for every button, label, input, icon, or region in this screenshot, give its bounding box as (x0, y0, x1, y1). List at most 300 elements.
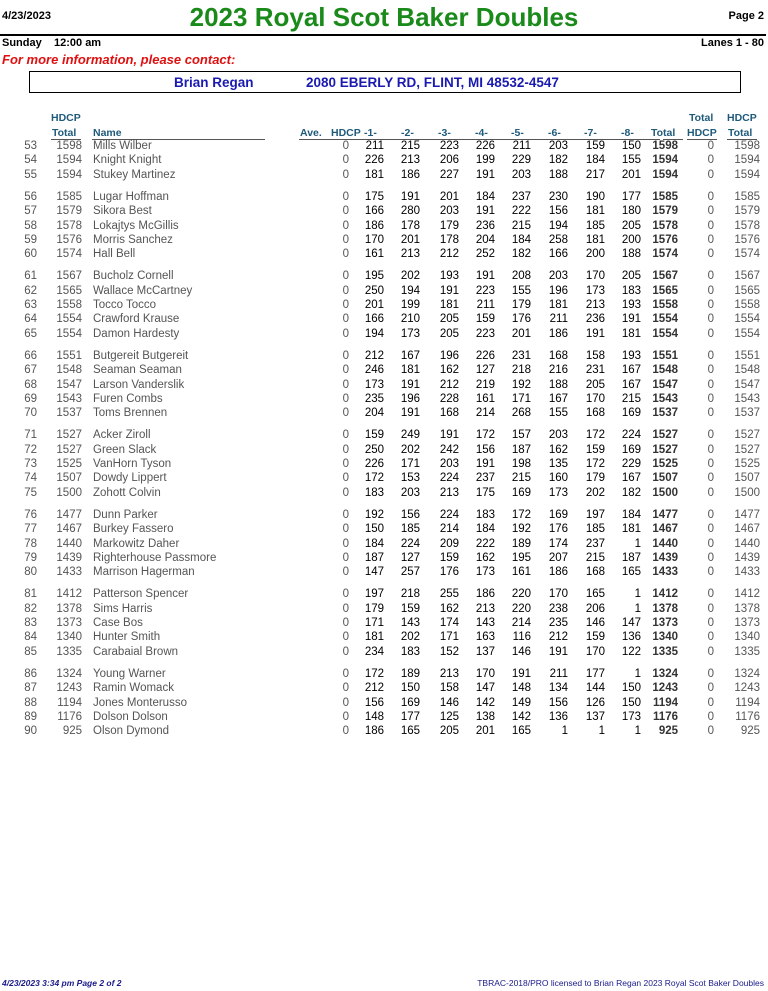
row-grand-total: 1373 (734, 617, 760, 629)
row-hdcp: 0 (342, 667, 349, 680)
row-rank: 61 (24, 270, 37, 283)
row-grand-total: 1467 (734, 523, 760, 536)
table-row (0, 588, 768, 602)
row-game-7: 144 (585, 682, 605, 695)
row-game-6: 170 (548, 588, 568, 601)
row-name: Dowdy Lippert (93, 472, 167, 485)
row-game-8: 150 (621, 682, 641, 695)
row-game-3: 171 (439, 631, 459, 644)
row-game-3: 224 (439, 472, 459, 485)
row-game-4: 137 (475, 645, 495, 658)
row-scratch-total: 1439 (652, 551, 678, 564)
row-game-3: 191 (439, 429, 459, 442)
row-hdcp-total: 1576 (56, 233, 82, 246)
row-scratch-total: 1412 (652, 588, 678, 601)
row-hdcp: 0 (342, 551, 349, 564)
row-name: Patterson Spencer (93, 588, 189, 601)
row-game-5: 214 (511, 617, 531, 629)
row-game-5: 157 (511, 429, 531, 442)
row-scratch-total: 1565 (652, 284, 678, 297)
table-row (0, 140, 768, 154)
row-rank: 80 (24, 566, 37, 579)
row-hdcp-total: 1554 (56, 313, 82, 326)
row-scratch-total: 1554 (652, 313, 678, 326)
row-name: Sikora Best (93, 205, 152, 218)
row-game-1: 175 (364, 190, 384, 203)
row-scratch-total: 1373 (652, 617, 678, 629)
row-game-8: 215 (621, 392, 641, 405)
row-total-hdcp: 0 (707, 299, 714, 311)
row-game-5: 149 (511, 696, 531, 709)
row-game-1: 161 (364, 248, 384, 261)
row-game-5: 222 (511, 205, 531, 218)
row-rank: 77 (24, 523, 37, 536)
table-row (0, 270, 768, 284)
row-game-6: 156 (548, 205, 568, 218)
row-hdcp-total: 1440 (56, 537, 82, 550)
table-row (0, 379, 768, 393)
row-total-hdcp: 0 (707, 248, 714, 261)
row-game-2: 189 (400, 667, 420, 680)
row-scratch-total: 1433 (652, 566, 678, 579)
col-average: Ave. (300, 127, 322, 139)
row-hdcp-total: 1373 (56, 617, 82, 629)
row-hdcp: 0 (342, 364, 349, 377)
row-game-8: 181 (621, 523, 641, 536)
row-game-7: 177 (585, 667, 605, 680)
row-game-5: 184 (511, 233, 531, 246)
row-hdcp: 0 (342, 233, 349, 246)
row-game-1: 181 (364, 631, 384, 644)
row-name: Crawford Krause (93, 313, 180, 326)
row-game-7: 168 (585, 407, 605, 420)
row-total-hdcp: 0 (707, 349, 714, 362)
row-game-2: 150 (400, 682, 420, 695)
table-row (0, 169, 768, 183)
row-game-8: 224 (621, 429, 641, 442)
row-hdcp-total: 1378 (56, 602, 82, 615)
row-scratch-total: 1594 (652, 154, 678, 167)
row-game-7: 137 (585, 710, 605, 723)
row-hdcp-total: 1500 (56, 486, 82, 499)
row-game-2: 173 (400, 327, 420, 340)
row-hdcp: 0 (342, 168, 349, 181)
row-rank: 57 (24, 205, 37, 218)
row-game-8: 122 (621, 645, 641, 658)
row-game-6: 176 (548, 523, 568, 536)
row-grand-total: 1567 (734, 270, 760, 283)
table-row (0, 248, 768, 262)
row-total-hdcp: 0 (707, 508, 714, 521)
row-game-1: 166 (364, 313, 384, 326)
row-game-5: 161 (511, 566, 531, 579)
row-scratch-total: 1335 (652, 645, 678, 658)
row-grand-total: 1585 (734, 190, 760, 203)
row-game-2: 218 (400, 588, 420, 601)
row-game-4: 163 (475, 631, 495, 644)
row-total-hdcp: 0 (707, 429, 714, 442)
row-game-3: 174 (439, 617, 459, 629)
row-game-5: 189 (511, 537, 531, 550)
row-game-8: 169 (621, 443, 641, 456)
row-grand-total: 1440 (734, 537, 760, 550)
row-game-4: 156 (475, 443, 495, 456)
row-game-4: 223 (475, 327, 495, 340)
row-game-5: 237 (511, 190, 531, 203)
row-game-8: 193 (621, 299, 641, 311)
row-game-1: 194 (364, 327, 384, 340)
table-row (0, 429, 768, 443)
row-grand-total: 1594 (734, 154, 760, 167)
table-row (0, 220, 768, 234)
row-grand-total: 1335 (734, 645, 760, 658)
col-hdcp: HDCP (331, 127, 361, 139)
row-game-2: 199 (400, 299, 420, 311)
table-row (0, 682, 768, 696)
row-scratch-total: 1558 (652, 299, 678, 311)
row-name: Olson Dymond (93, 725, 170, 738)
row-rank: 73 (24, 458, 37, 470)
row-grand-total: 1176 (735, 710, 760, 723)
row-game-7: 202 (585, 486, 605, 499)
row-rank: 56 (24, 190, 37, 203)
table-row (0, 364, 768, 378)
row-game-1: 234 (364, 645, 384, 658)
col-total: Total (52, 127, 77, 139)
row-game-5: 165 (511, 725, 531, 738)
row-rank: 54 (24, 154, 37, 167)
col-game-7: -7- (584, 127, 597, 139)
row-game-6: 212 (548, 631, 568, 644)
row-game-1: 211 (365, 140, 384, 152)
table-row (0, 646, 768, 660)
row-hdcp-total: 1477 (56, 508, 82, 521)
row-hdcp: 0 (342, 392, 349, 405)
row-game-8: 193 (621, 349, 641, 362)
row-name: Furen Combs (93, 392, 163, 405)
row-game-5: 192 (511, 378, 531, 391)
row-hdcp-total: 1340 (56, 631, 82, 644)
row-game-3: 158 (439, 682, 459, 695)
row-hdcp: 0 (342, 205, 349, 218)
row-game-4: 191 (475, 205, 495, 218)
row-game-6: 203 (548, 140, 568, 152)
row-game-1: 250 (364, 284, 384, 297)
col-name: Name (93, 127, 122, 139)
row-game-4: 183 (475, 508, 495, 521)
row-game-1: 201 (364, 299, 384, 311)
row-game-7: 236 (585, 313, 605, 326)
row-game-7: 158 (585, 349, 605, 362)
row-total-hdcp: 0 (707, 602, 714, 615)
row-hdcp-total: 1433 (56, 566, 82, 579)
row-hdcp: 0 (342, 429, 349, 442)
row-game-2: 177 (400, 710, 420, 723)
row-game-3: 209 (439, 537, 459, 550)
row-grand-total: 1507 (734, 472, 760, 485)
row-game-8: 201 (621, 168, 641, 181)
row-game-7: 159 (585, 631, 605, 644)
row-scratch-total: 1551 (652, 349, 678, 362)
row-name: Burkey Fassero (93, 523, 174, 536)
contact-name: Brian Regan (174, 75, 254, 90)
row-grand-total: 1558 (734, 299, 760, 311)
row-hdcp-total: 1412 (56, 588, 82, 601)
row-game-7: 217 (585, 168, 605, 181)
row-game-8: 188 (621, 248, 641, 261)
row-game-6: 166 (548, 248, 568, 261)
row-game-4: 213 (475, 602, 495, 615)
row-game-8: 1 (634, 725, 641, 738)
col-hdcp-top: HDCP (51, 112, 81, 124)
row-game-1: 147 (364, 566, 384, 579)
row-game-8: 177 (621, 190, 641, 203)
row-rank: 84 (24, 631, 37, 644)
col-game-6: -6- (548, 127, 561, 139)
row-hdcp: 0 (342, 299, 349, 311)
row-rank: 69 (24, 392, 37, 405)
row-hdcp: 0 (342, 284, 349, 297)
row-game-3: 206 (439, 154, 459, 167)
row-name: Wallace McCartney (93, 284, 193, 297)
row-rank: 70 (24, 407, 37, 420)
row-game-2: 153 (400, 472, 420, 485)
row-total-hdcp: 0 (707, 378, 714, 391)
row-name: Zohott Colvin (93, 486, 161, 499)
row-scratch-total: 1243 (652, 682, 678, 695)
row-game-6: 191 (548, 645, 568, 658)
row-total-hdcp: 0 (707, 710, 714, 723)
row-hdcp: 0 (342, 682, 349, 695)
row-name: Carabaial Brown (93, 645, 179, 658)
row-game-5: 215 (511, 472, 531, 485)
row-game-2: 224 (400, 537, 420, 550)
row-game-6: 186 (548, 327, 568, 340)
row-rank: 88 (24, 696, 37, 709)
row-game-2: 156 (400, 508, 420, 521)
row-game-3: 255 (439, 588, 459, 601)
table-row (0, 191, 768, 205)
row-total-hdcp: 0 (707, 566, 714, 579)
row-game-8: 173 (621, 710, 641, 723)
event-time: 12:00 am (54, 37, 102, 49)
row-game-2: 210 (400, 313, 420, 326)
row-scratch-total: 1527 (652, 443, 678, 456)
row-hdcp: 0 (342, 349, 349, 362)
row-game-5: 172 (511, 508, 531, 521)
row-game-5: 155 (511, 284, 531, 297)
row-total-hdcp: 0 (707, 523, 714, 536)
row-name: Toms Brennen (93, 407, 168, 420)
row-hdcp: 0 (342, 523, 349, 536)
row-game-3: 205 (439, 313, 459, 326)
row-hdcp: 0 (342, 602, 349, 615)
row-game-7: 159 (585, 443, 605, 456)
row-scratch-total: 1467 (652, 523, 678, 536)
row-game-7: 172 (585, 429, 605, 442)
row-scratch-total: 1574 (652, 248, 678, 261)
row-grand-total: 1477 (734, 508, 760, 521)
row-hdcp-total: 1585 (56, 190, 82, 203)
row-rank: 66 (24, 349, 37, 362)
row-game-8: 187 (621, 551, 641, 564)
row-rank: 65 (24, 327, 37, 340)
row-game-6: 188 (548, 168, 568, 181)
row-game-1: 197 (364, 588, 384, 601)
row-game-6: 173 (548, 486, 568, 499)
row-game-5: 203 (511, 168, 531, 181)
row-name: Case Bos (93, 617, 143, 629)
row-total-hdcp: 0 (707, 233, 714, 246)
row-scratch-total: 1537 (652, 407, 678, 420)
row-hdcp: 0 (342, 248, 349, 261)
row-game-6: 188 (548, 378, 568, 391)
row-hdcp-total: 1548 (56, 364, 82, 377)
row-game-5: 208 (511, 270, 531, 283)
row-grand-total: 1574 (734, 248, 760, 261)
row-game-1: 172 (364, 472, 384, 485)
row-hdcp: 0 (342, 725, 349, 738)
row-rank: 58 (24, 219, 37, 232)
row-hdcp-total: 1525 (56, 458, 82, 470)
row-game-6: 135 (548, 458, 568, 470)
event-day: Sunday (2, 37, 42, 49)
row-game-2: 159 (400, 602, 420, 615)
row-game-5: 268 (511, 407, 531, 420)
row-game-5: 231 (511, 349, 531, 362)
row-game-4: 184 (475, 190, 495, 203)
row-game-2: 171 (400, 458, 420, 470)
row-game-1: 184 (364, 537, 384, 550)
row-game-4: 226 (475, 140, 495, 152)
row-grand-total: 1433 (734, 566, 760, 579)
row-scratch-total: 1507 (652, 472, 678, 485)
row-game-5: 176 (511, 313, 531, 326)
contact-address: 2080 EBERLY RD, FLINT, MI 48532-4547 (306, 75, 559, 90)
row-scratch-total: 1594 (652, 168, 678, 181)
row-game-8: 191 (621, 313, 641, 326)
row-game-1: 171 (364, 617, 384, 629)
row-game-6: 203 (548, 429, 568, 442)
row-game-3: 146 (439, 696, 459, 709)
row-hdcp: 0 (342, 458, 349, 470)
row-game-4: 204 (475, 233, 495, 246)
col-game-3: -3- (438, 127, 451, 139)
header-rule (0, 34, 766, 36)
row-scratch-total: 1176 (653, 710, 678, 723)
row-total-hdcp: 0 (707, 486, 714, 499)
row-game-8: 167 (621, 472, 641, 485)
row-game-1: 192 (364, 508, 384, 521)
row-game-3: 191 (439, 284, 459, 297)
row-hdcp-total: 1565 (56, 284, 82, 297)
row-game-1: 250 (364, 443, 384, 456)
row-game-1: 235 (364, 392, 384, 405)
table-row (0, 487, 768, 501)
row-grand-total: 1500 (734, 486, 760, 499)
row-game-1: 159 (364, 429, 384, 442)
row-grand-total: 1548 (734, 364, 760, 377)
row-name: Stukey Martinez (93, 168, 176, 181)
row-hdcp-total: 1537 (56, 407, 82, 420)
row-name: Acker Ziroll (93, 429, 151, 442)
table-row (0, 566, 768, 580)
row-game-1: 166 (364, 205, 384, 218)
table-row (0, 617, 768, 631)
row-game-3: 212 (439, 248, 459, 261)
row-hdcp-total: 1574 (56, 248, 82, 261)
row-hdcp-total: 1558 (56, 299, 82, 311)
row-hdcp: 0 (342, 407, 349, 420)
row-rank: 81 (24, 588, 37, 601)
row-hdcp: 0 (342, 140, 349, 152)
row-total-hdcp: 0 (707, 617, 714, 629)
row-game-6: 211 (549, 667, 568, 680)
row-game-6: 1 (561, 725, 568, 738)
row-scratch-total: 1548 (652, 364, 678, 377)
row-total-hdcp: 0 (707, 140, 714, 152)
row-game-8: 1 (634, 588, 641, 601)
row-game-6: 134 (548, 682, 568, 695)
row-total-hdcp: 0 (707, 682, 714, 695)
row-game-2: 167 (400, 349, 420, 362)
row-grand-total: 1412 (734, 588, 760, 601)
row-game-5: 192 (511, 523, 531, 536)
row-name: Butgereit Butgereit (93, 349, 189, 362)
row-rank: 63 (24, 299, 37, 311)
table-row (0, 205, 768, 219)
row-scratch-total: 1525 (652, 458, 678, 470)
row-game-1: 246 (364, 364, 384, 377)
row-game-8: 205 (621, 219, 641, 232)
row-game-5: 182 (511, 248, 531, 261)
row-name: Hunter Smith (93, 631, 161, 644)
row-hdcp-total: 1594 (56, 154, 82, 167)
row-scratch-total: 1554 (652, 327, 678, 340)
row-hdcp-total: 1579 (56, 205, 82, 218)
row-game-6: 235 (548, 617, 568, 629)
row-name: Young Warner (93, 667, 166, 680)
row-game-7: 168 (585, 566, 605, 579)
table-row (0, 234, 768, 248)
row-game-7: 197 (585, 508, 605, 521)
row-game-8: 169 (621, 407, 641, 420)
row-scratch-total: 1578 (652, 219, 678, 232)
row-game-8: 167 (621, 378, 641, 391)
row-game-5: 142 (511, 710, 531, 723)
row-game-4: 191 (475, 458, 495, 470)
row-game-8: 180 (621, 205, 641, 218)
row-game-4: 211 (476, 299, 495, 311)
row-game-8: 1 (634, 537, 641, 550)
row-hdcp-total: 1551 (56, 349, 82, 362)
row-game-4: 172 (475, 429, 495, 442)
row-hdcp-total: 1578 (56, 219, 82, 232)
row-game-3: 162 (439, 602, 459, 615)
row-rank: 86 (24, 667, 37, 680)
table-row (0, 458, 768, 472)
table-row (0, 603, 768, 617)
row-rank: 83 (24, 617, 37, 629)
row-game-2: 202 (400, 631, 420, 644)
row-rank: 67 (24, 364, 37, 377)
row-total-hdcp: 0 (707, 667, 714, 680)
row-total-hdcp: 0 (707, 392, 714, 405)
row-name: Ramin Womack (93, 682, 174, 695)
row-hdcp-total: 1335 (56, 645, 82, 658)
row-hdcp: 0 (342, 472, 349, 485)
row-game-2: 185 (400, 523, 420, 536)
